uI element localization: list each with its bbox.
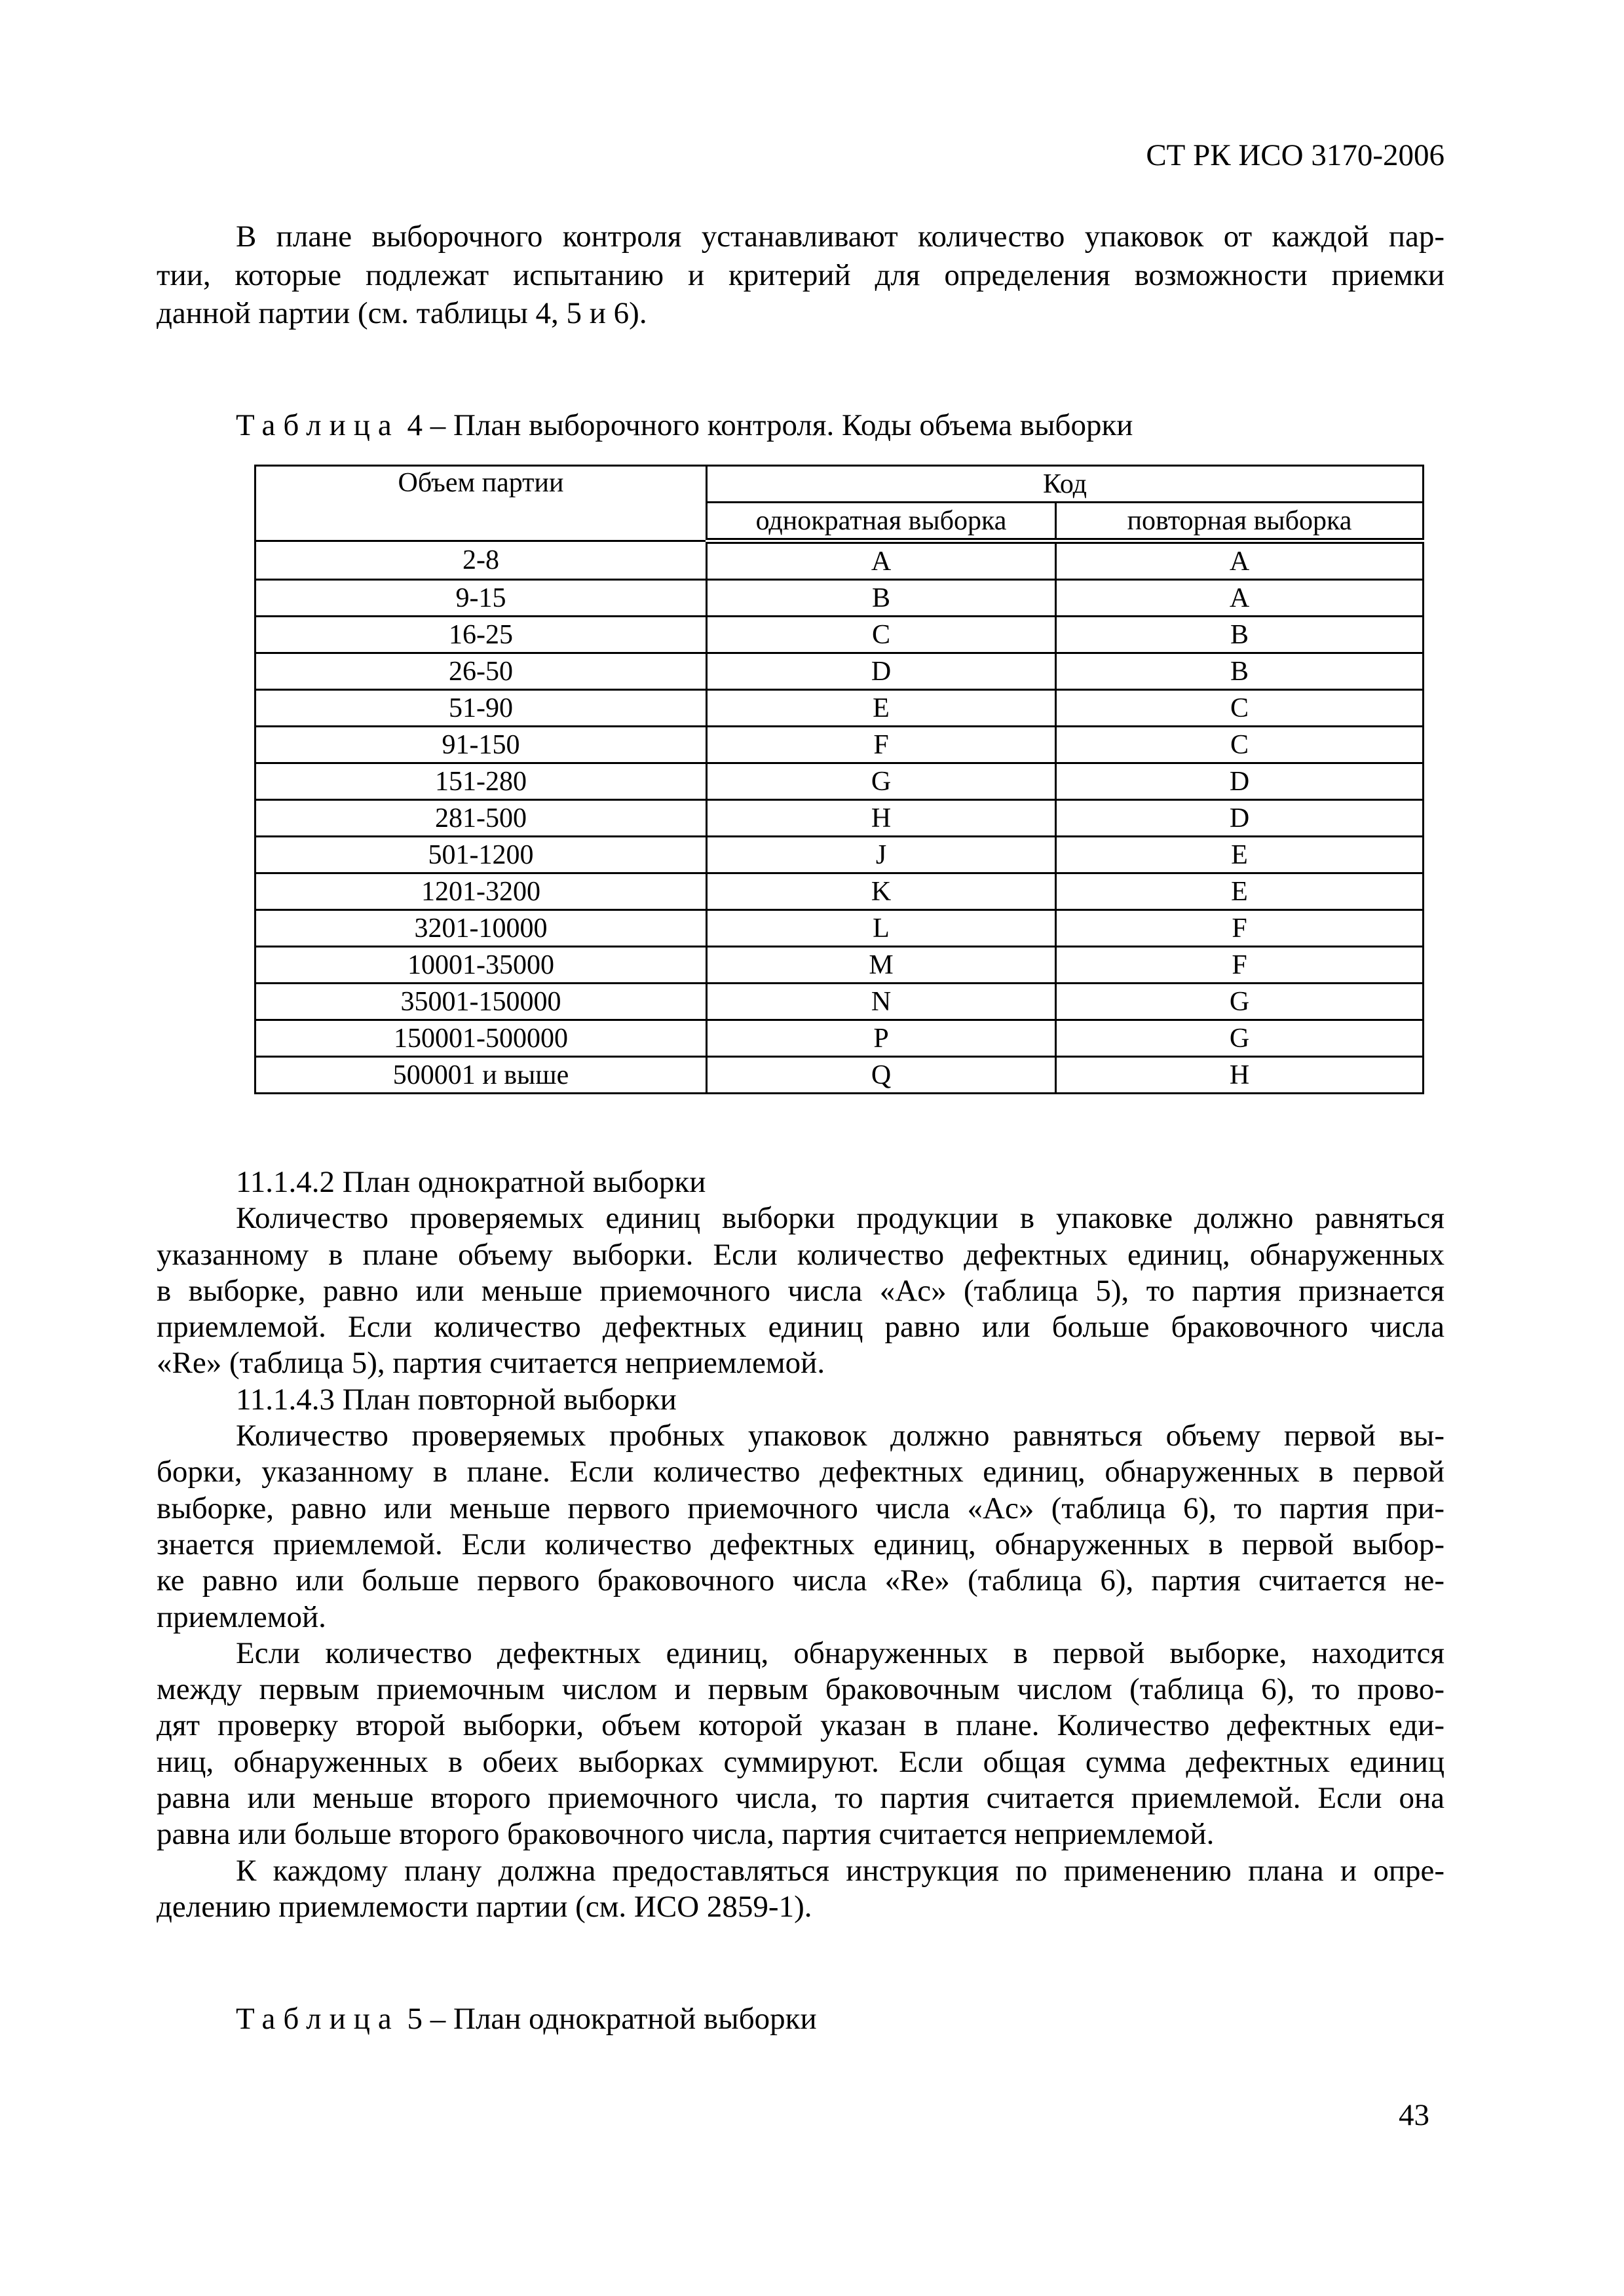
table-row [255,984,1424,1020]
double-code-cell: A [1056,580,1424,617]
lot-size-cell: 10001-35000 [255,947,707,984]
double-code-cell: F [1056,947,1424,984]
text-line: равна или больше второго браковочного числа, партия считается неприемлемой. [157,1817,1215,1852]
caption-text: 4 – План выборочного контроля. Коды объема выборки [407,408,1133,442]
double-code-cell: G [1056,1020,1424,1057]
table-row [255,763,1424,800]
text-line: Количество проверяемых единиц выборки продукции в упаковке должно равняться [236,1201,1445,1236]
single-code-cell: C [707,617,1056,653]
table5-caption [236,2000,817,2038]
lot-size-cell: 26-50 [255,653,707,690]
document-code-header: СТ РК ИСО 3170-2006 [1146,138,1445,172]
page-number: 43 [1399,2098,1429,2132]
lot-size-cell: 2-8 [255,541,707,580]
text-line: выборке, равно или меньше первого приемочного числа «Ac» (таблица 6), то партия при- [157,1491,1445,1525]
lot-size-cell: 1201-3200 [255,873,707,910]
text-line: между первым приемочным числом и первым браковочным числом (таблица 6), то прово- [157,1672,1445,1707]
double-code-cell: E [1056,873,1424,910]
double-code-cell: B [1056,617,1424,653]
table-row [255,1020,1424,1057]
sampling-plans-section [157,1164,1445,1925]
table-row [255,617,1424,653]
text-line: ке равно или больше первого браковочного числа «Re» (таблица 6), партия считается не- [157,1563,1445,1598]
lot-size-cell: 51-90 [255,690,707,727]
single-code-cell: H [707,800,1056,837]
double-code-cell: C [1056,727,1424,763]
single-code-cell: B [707,580,1056,617]
lot-size-cell: 281-500 [255,800,707,837]
text-line: данной партии (см. таблицы 4, 5 и 6). [157,296,647,331]
table-row [255,580,1424,617]
lot-size-cell: 91-150 [255,727,707,763]
text-line: тии, которые подлежат испытанию и критерий для определения возможности приемки [157,258,1445,292]
text-line: указанному в плане объему выборки. Если количество дефектных единиц, обнаруженных [157,1237,1445,1272]
header-code: Код [707,466,1424,503]
double-code-cell: H [1056,1057,1424,1094]
text-line: приемлемой. [157,1599,326,1634]
lot-size-cell: 501-1200 [255,837,707,873]
lot-size-cell: 9-15 [255,580,707,617]
table-row [255,873,1424,910]
text-line: равна или меньше второго приемочного числа, то партия считается приемлемой. Если она [157,1781,1445,1816]
single-code-cell: Q [707,1057,1056,1094]
sample-size-code-table [254,465,1424,1094]
intro-paragraph [157,218,1445,333]
double-code-cell: A [1056,541,1424,580]
caption-label: Таблица [236,2002,400,2036]
text-line: делению приемлемости партии (см. ИСО 2859-1). [157,1889,812,1924]
text-line: Если количество дефектных единиц, обнаруженных в первой выборке, находится [236,1636,1445,1670]
caption-text: 5 – План однократной выборки [407,2002,817,2036]
lot-size-cell: 150001-500000 [255,1020,707,1057]
double-code-cell: B [1056,653,1424,690]
table-row [255,690,1424,727]
table4-caption [236,406,1133,444]
table-row [255,727,1424,763]
text-line: ниц, обнаруженных в обеих выборках суммируют. Если общая сумма дефектных единиц [157,1744,1445,1779]
text-line: В плане выборочного контроля устанавливают количество упаковок от каждой пар- [236,220,1445,254]
table-row [255,1057,1424,1094]
lot-size-cell: 151-280 [255,763,707,800]
text-line: «Re» (таблица 5), партия считается неприемлемой. [157,1346,825,1381]
single-code-cell: M [707,947,1056,984]
double-code-cell: D [1056,800,1424,837]
double-code-cell: F [1056,910,1424,947]
double-code-cell: C [1056,690,1424,727]
table-row [255,947,1424,984]
table-row [255,910,1424,947]
header-single-sampling: однократная выборка [707,503,1056,541]
lot-size-cell: 35001-150000 [255,984,707,1020]
double-code-cell: G [1056,984,1424,1020]
section-heading: 11.1.4.2 План однократной выборки [236,1165,706,1199]
single-code-cell: E [707,690,1056,727]
header-double-sampling: повторная выборка [1056,503,1424,541]
text-line: борки, указанному в плане. Если количество дефектных единиц, обнаруженных в первой [157,1455,1445,1489]
header-lot-size: Объем партии [255,466,707,541]
single-code-cell: N [707,984,1056,1020]
table-row [255,653,1424,690]
text-line: Количество проверяемых пробных упаковок должно равняться объему первой вы- [236,1419,1445,1453]
single-code-cell: D [707,653,1056,690]
double-code-cell: E [1056,837,1424,873]
double-code-cell: D [1056,763,1424,800]
section-heading: 11.1.4.3 План повторной выборки [236,1382,677,1417]
text-line: знается приемлемой. Если количество дефектных единиц, обнаруженных в первой выбор- [157,1527,1445,1561]
lot-size-cell: 500001 и выше [255,1057,707,1094]
single-code-cell: P [707,1020,1056,1057]
caption-label: Таблица [236,408,400,442]
text-line: приемлемой. Если количество дефектных единиц равно или больше браковочного числа [157,1310,1445,1345]
single-code-cell: L [707,910,1056,947]
single-code-cell: A [707,541,1056,580]
table-row [255,800,1424,837]
text-line: в выборке, равно или меньше приемочного числа «Ac» (таблица 5), то партия признается [157,1273,1445,1308]
single-code-cell: K [707,873,1056,910]
lot-size-cell: 16-25 [255,617,707,653]
single-code-cell: F [707,727,1056,763]
single-code-cell: G [707,763,1056,800]
text-line: К каждому плану должна предоставляться инструкция по применению плана и опре- [236,1853,1445,1888]
text-line: дят проверку второй выборки, объем которой указан в плане. Количество дефектных еди- [157,1708,1445,1743]
single-code-cell: J [707,837,1056,873]
table-row [255,541,1424,580]
table-row [255,837,1424,873]
lot-size-cell: 3201-10000 [255,910,707,947]
